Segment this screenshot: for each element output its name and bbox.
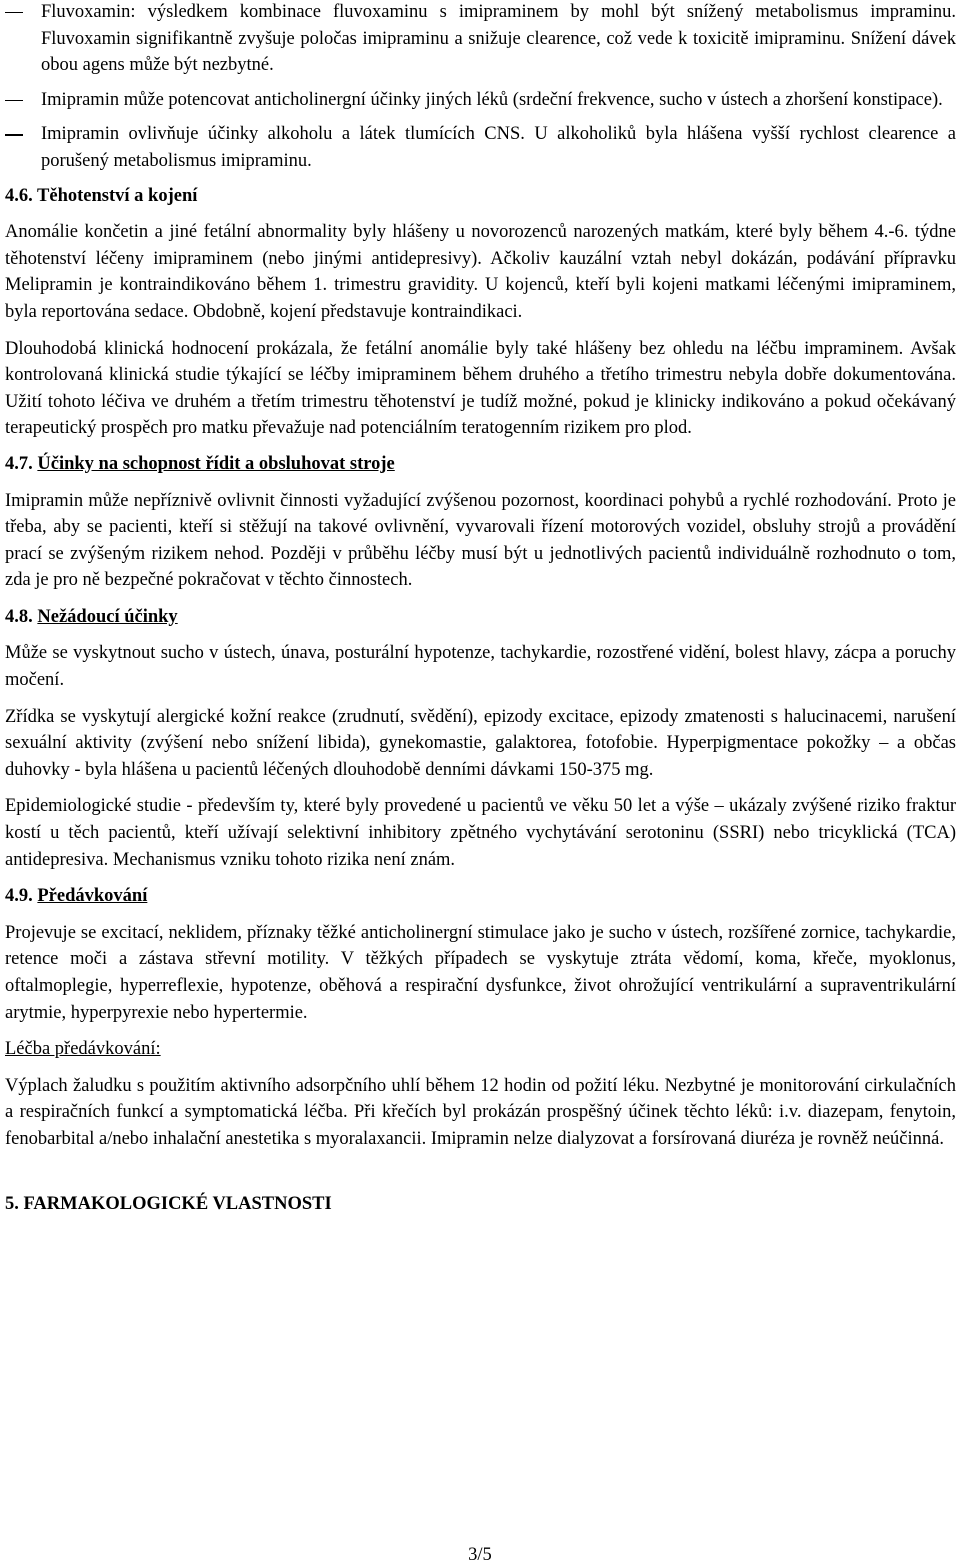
paragraph: Dlouhodobá klinická hodnocení prokázala, že fetální anomálie byly také hlášeny bez ohledu na léčbu impraminem. Avšak kontrolovaná klinická studie týkající se léčby imipraminem během druhého a třetího trimestru nebyla dobře dokumentována. Užití tohoto léčiva ve druhém a třetím trimestru těhotenství je tudíž možné, pokud je klinicky indikováno a pokud očekávaný terapeutický prospěch pro matku převažuje nad potenciálním teratogenním rizikem pro plod. xyxy=(5,338,956,439)
bullet-text: Imipramin může potencovat anticholinergní účinky jiných léků (srdeční frekvence, sucho v ústech a zhoršení konstipace). xyxy=(41,89,943,110)
bullet-item-alcohol xyxy=(5,121,956,174)
section-heading-4-7 xyxy=(5,451,956,478)
paragraph: Může se vyskytnout sucho v ústech, únava, posturální hypotenze, tachykardie, rozostřené vidění, bolest hlavy, zácpa a poruchy močení. xyxy=(5,643,956,691)
bullet-item-anticholinergic xyxy=(5,87,956,114)
paragraph: Epidemiologické studie - především ty, které byly provedené u pacientů ve věku 50 let a výše – ukázaly zvýšené riziko fraktur kostí u těch pacientů, kteří užívají selektivní inhibitory zpětného vychytávání serotoninu (SSRI) nebo tricyklická (TCA) antidepresiva. Mechanismus vzniku tohoto rizika není znám. xyxy=(5,796,956,870)
chapter-heading-5: 5. FARMAKOLOGICKÉ VLASTNOSTI xyxy=(5,1193,332,1214)
page-number: 3/5 xyxy=(468,1545,492,1565)
section-heading-4-8 xyxy=(5,604,956,631)
section-number: 4.8. xyxy=(5,606,33,627)
bullet-text: Fluvoxamin: výsledkem kombinace fluvoxaminu s imipraminem by mohl být snížený metabolismus impraminu. Fluvoxamin signifikantně zvyšuje poločas imipraminu a snižuje clearence, což vede k toxicitě imipraminu. Snížení dávek obou agens může být nezbytné. xyxy=(41,2,956,76)
paragraph: Imipramin může nepříznivě ovlivnit činnosti vyžadující zvýšenou pozornost, koordinaci pohybů a rychlé rozhodování. Proto je třeba, aby se pacienti, kteří si stěžují na takové ovlivnění, vyvarovali řízení motorových vozidel, obsluhy strojů a provádění prací se zvýšeným rizikem nehod. Později v průběhu léčby musí být u jednotlivých pacientů individuálně rozhodnuto o tom, zda je pro ně bezpečné pokračovat v těchto činnostech. xyxy=(5,490,956,591)
bullet-text: Imipramin ovlivňuje účinky alkoholu a látek tlumících CNS. U alkoholiků byla hlášena vyšší rychlost clearence a porušený metabolismus imipraminu. xyxy=(41,124,956,171)
paragraph: Anomálie končetin a jiné fetální abnormality byly hlášeny u novorozenců narozených matkám, které byly během 4.-6. týdne těhotenství léčeny imipraminem (nebo jinými antidepresivy). Ačkoliv kauzální vztah nebyl dokázán, podávání přípravku Melipramin je kontraindikováno během 1. trimestru gravidity. U kojenců, kteří byli kojeni matkami léčenými imipraminem, byla reportována sedace. Obdobně, kojení představuje kontraindikaci. xyxy=(5,222,956,322)
subheading-overdose-treatment: Léčba předávkování: xyxy=(5,1039,161,1060)
dash-bullet xyxy=(5,121,41,148)
section-heading-4-6 xyxy=(5,183,956,210)
paragraph: Projevuje se excitací, neklidem, příznaky těžké anticholinergní stimulace jako je sucho v ústech, rozšířené zornice, tachykardie, retence moči a zástava střevní motility. V těžkých případech se vyskytuje ztráta vědomí, koma, křeče, myoklonus, oftalmoplegie, hyperreflexie, hypotenze, oběhová a respirační dysfunkce, život ohrožující ventrikulární a supraventrikulární arytmie, hyperpyrexie nebo hypertermie. xyxy=(5,922,956,1023)
dash-bullet xyxy=(5,87,41,114)
section-number: 4.9. xyxy=(5,886,33,907)
paragraph: Výplach žaludku s použitím aktivního adsorpčního uhlí během 12 hodin od požití léku. Nezbytné je monitorování cirkulačních a respiračních funkcí a symptomatická léčba. Při křečích byl prokázán prospěšný účinek těchto léků: i.v. diazepam, fenytoin, fenobarbital a/nebo inhalační anestetika s myoralaxancii. Imipramin nelze dialyzovat a forsírovaná diuréza je rovněž neúčinná. xyxy=(5,1075,956,1149)
section-heading-4-9 xyxy=(5,883,956,910)
document-page xyxy=(5,0,956,1217)
paragraph: Zřídka se vyskytují alergické kožní reakce (zrudnutí, svědění), epizody excitace, epizody zmatenosti s halucinacemi, narušení sexuální aktivity (zvýšení nebo snížení libida), gynekomastie, galaktorea, fotofobie. Hyperpigmentace pokožky – a občas duhovky - byla hlášena u pacientů léčených dlouhodobě denními dávkami 150-375 mg. xyxy=(5,706,956,780)
section-title: Předávkování xyxy=(37,886,148,907)
section-title: Těhotenství a kojení xyxy=(37,185,198,206)
section-title: Nežádoucí účinky xyxy=(37,606,178,627)
section-title: Účinky na schopnost řídit a obsluhovat stroje xyxy=(37,453,395,474)
section-number: 4.6. xyxy=(5,185,33,206)
bullet-item-fluvoxamine xyxy=(5,0,956,79)
dash-bullet xyxy=(5,0,41,26)
section-number: 4.7. xyxy=(5,453,33,474)
